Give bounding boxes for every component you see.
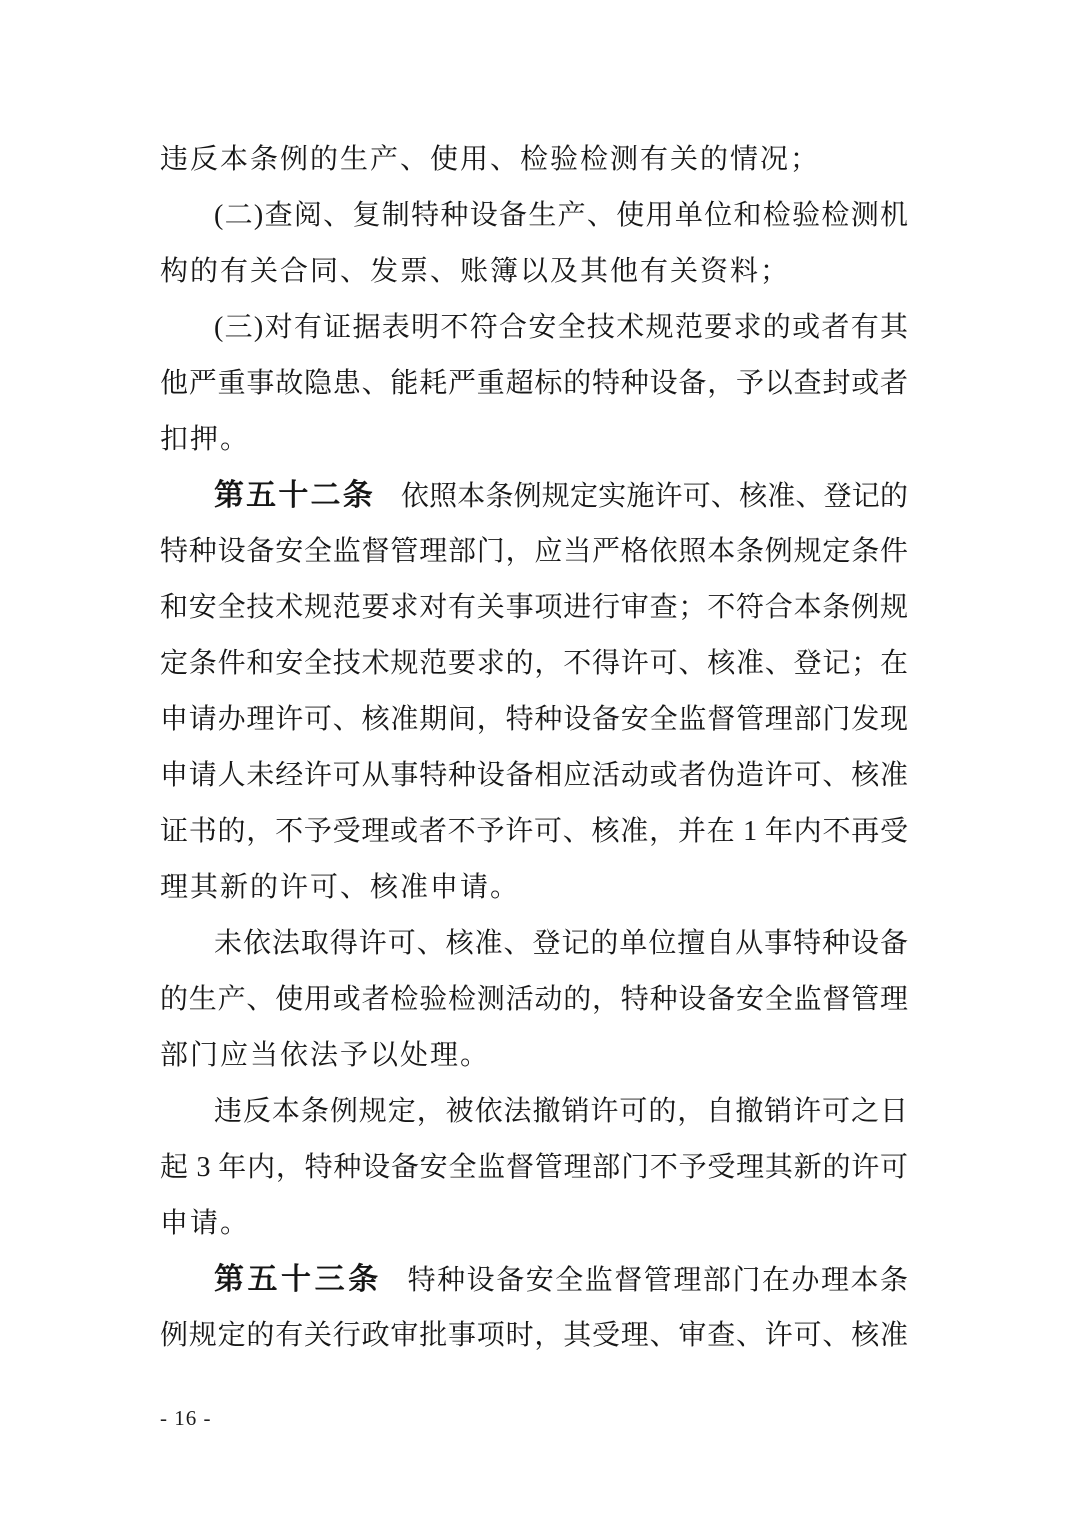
paragraph-line: 证书的，不予受理或者不予许可、核准，并在 1 年内不再受	[160, 816, 908, 847]
article-text: 特种设备安全监督管理部门在办理本条	[407, 1265, 908, 1296]
article-number: 第五十三条	[214, 1263, 382, 1296]
paragraph-line: 理其新的许可、核准申请。	[160, 872, 521, 903]
article-heading-line	[160, 1252, 908, 1308]
paragraph-line: 例规定的有关行政审批事项时，其受理、审查、许可、核准	[160, 1320, 908, 1351]
paragraph-line: 他严重事故隐患、能耗严重超标的特种设备，予以查封或者	[160, 368, 908, 399]
paragraph-line: 特种设备安全监督管理部门，应当严格依照本条例规定条件	[160, 536, 908, 567]
paragraph-line: 申请。	[160, 1208, 251, 1239]
article-text: 依照本条例规定实施许可、核准、登记的	[400, 481, 908, 512]
paragraph-line: 的生产、使用或者检验检测活动的，特种设备安全监督管理	[160, 984, 908, 1015]
paragraph-line: 未依法取得许可、核准、登记的单位擅自从事特种设备	[214, 928, 908, 959]
paragraph-line: 违反本条例规定，被依法撤销许可的，自撤销许可之日	[214, 1096, 908, 1127]
paragraph-line: 和安全技术规范要求对有关事项进行审查；不符合本条例规	[160, 592, 908, 623]
paragraph-line: 起 3 年内，特种设备安全监督管理部门不予受理其新的许可	[160, 1152, 908, 1183]
paragraph-line: 违反本条例的生产、使用、检验检测有关的情况；	[160, 144, 821, 175]
paragraph-line: (二)查阅、复制特种设备生产、使用单位和检验检测机	[214, 200, 908, 231]
paragraph-line: 部门应当依法予以处理。	[160, 1040, 491, 1071]
paragraph-line: 定条件和安全技术规范要求的，不得许可、核准、登记；在	[160, 648, 908, 679]
page-number: - 16 -	[160, 1406, 212, 1430]
paragraph-line: 扣押。	[160, 424, 251, 455]
article-heading-line	[160, 468, 908, 524]
document-body	[160, 132, 908, 1364]
article-number: 第五十二条	[214, 479, 375, 512]
paragraph-line: 构的有关合同、发票、账簿以及其他有关资料；	[160, 256, 791, 287]
paragraph-line: (三)对有证据表明不符合安全技术规范要求的或者有其	[214, 312, 908, 343]
paragraph-line: 申请办理许可、核准期间，特种设备安全监督管理部门发现	[160, 704, 908, 735]
paragraph-line: 申请人未经许可从事特种设备相应活动或者伪造许可、核准	[160, 760, 908, 791]
